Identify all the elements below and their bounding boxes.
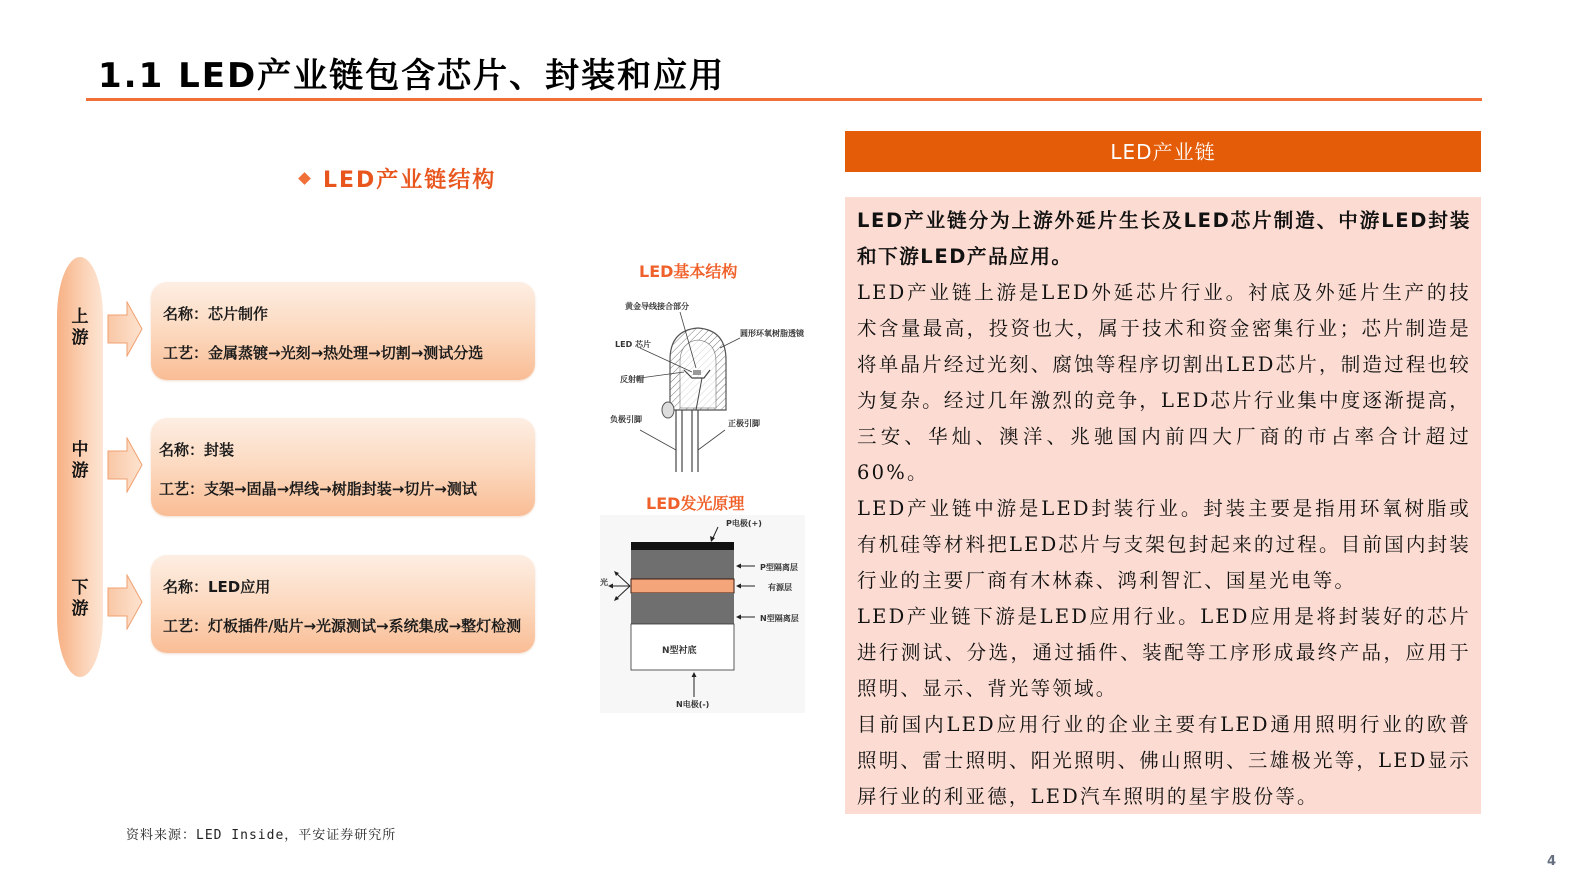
light-label: 光 — [600, 578, 608, 587]
summary-paragraph: LED产业链分为上游外延片生长及LED芯片制造、中游LED封装和下游LED产品应用。 — [857, 209, 1471, 268]
p-layer-label: P型隔离层 — [760, 563, 798, 572]
upstream-paragraph: LED产业链上游是LED外延芯片行业。衬底及外延片生产的技术含量最高，投资也大，属于技术和资金密集行业；芯片制造是将单晶片经过光刻、腐蚀等程序切割出LED芯片，制造过程也较为复杂。经过几年激烈的竞争，LED芯片行业集中度逐渐提高，三安、华灿、澳洋、兆驰国内前四大厂商的市占率合计超过60%。 — [857, 281, 1471, 484]
diamond-bullet-icon — [298, 172, 311, 185]
led-chip-label: LED 芯片 — [615, 340, 651, 349]
stage-name: 名称：LED应用 — [163, 578, 271, 596]
stage-label-midstream: 中游 — [71, 440, 89, 481]
anode-label: 正极引脚 — [728, 419, 760, 428]
panel-body — [845, 197, 1481, 814]
n-layer-label: N型隔离层 — [760, 614, 799, 623]
companies-paragraph: 目前国内LED应用行业的企业主要有LED通用照明行业的欧普照明、雷士照明、阳光照明、佛山照明、三雄极光等，LED显示屏行业的利亚德，LED汽车照明的星宇股份等。 — [857, 713, 1471, 808]
stage-label-upstream: 上游 — [71, 307, 89, 348]
led-structure-illustration — [600, 290, 810, 480]
right-arrow-icon — [107, 437, 143, 493]
section-subtitle — [300, 163, 496, 194]
title-divider — [86, 98, 1482, 101]
active-layer-label: 有源层 — [768, 583, 792, 592]
stage-process: 工艺：金属蒸镀→光刻→热处理→切割→测试分选 — [163, 344, 484, 362]
stage-box-midstream — [151, 418, 535, 516]
n-electrode-label: N电极(-) — [676, 700, 710, 709]
stage-label-downstream: 下游 — [71, 578, 89, 619]
led-principle-diagram — [600, 515, 805, 713]
section-subtitle-label: LED产业链结构 — [323, 168, 497, 193]
stage-process: 工艺：灯板插件/贴片→光源测试→系统集成→整灯检测 — [163, 617, 522, 635]
gold-wire-label: 黄金导线接合部分 — [625, 302, 689, 311]
right-arrow-icon — [107, 574, 143, 630]
cathode-label: 负极引脚 — [610, 415, 642, 424]
stage-name: 名称：芯片制作 — [163, 305, 269, 323]
stage-process: 工艺：支架→固晶→焊线→树脂封装→切片→测试 — [159, 480, 477, 498]
p-electrode-label: P电极(+) — [726, 519, 762, 528]
right-arrow-icon — [107, 301, 143, 357]
stage-box-downstream — [151, 555, 535, 653]
reflector-label: 反射帽 — [620, 375, 644, 384]
panel-header: LED产业链 — [845, 131, 1481, 172]
page-number: 4 — [1547, 854, 1557, 869]
stage-name: 名称：封装 — [159, 441, 235, 459]
stage-box-upstream — [151, 282, 535, 380]
led-principle-title: LED发光原理 — [646, 494, 745, 513]
substrate-label: N型衬底 — [662, 646, 697, 656]
led-structure-title: LED基本结构 — [639, 262, 738, 281]
page-title: 1.1 LED产业链包含芯片、封装和应用 — [98, 56, 726, 96]
midstream-paragraph: LED产业链中游是LED封装行业。封装主要是指用环氧树脂或有机硅等材料把LED芯片与支架包封起来的过程。目前国内封装行业的主要厂商有木林森、鸿利智汇、国星光电等。 — [857, 497, 1471, 592]
led-structure-diagram — [600, 290, 810, 480]
source-note: 资料来源：LED Inside，平安证券研究所 — [126, 828, 397, 843]
downstream-paragraph: LED产业链下游是LED应用行业。LED应用是将封装好的芯片进行测试、分选，通过插件、装配等工序形成最终产品，应用于照明、显示、背光等领域。 — [857, 605, 1471, 700]
lens-label: 圆形环氧树脂透镜 — [740, 329, 804, 338]
